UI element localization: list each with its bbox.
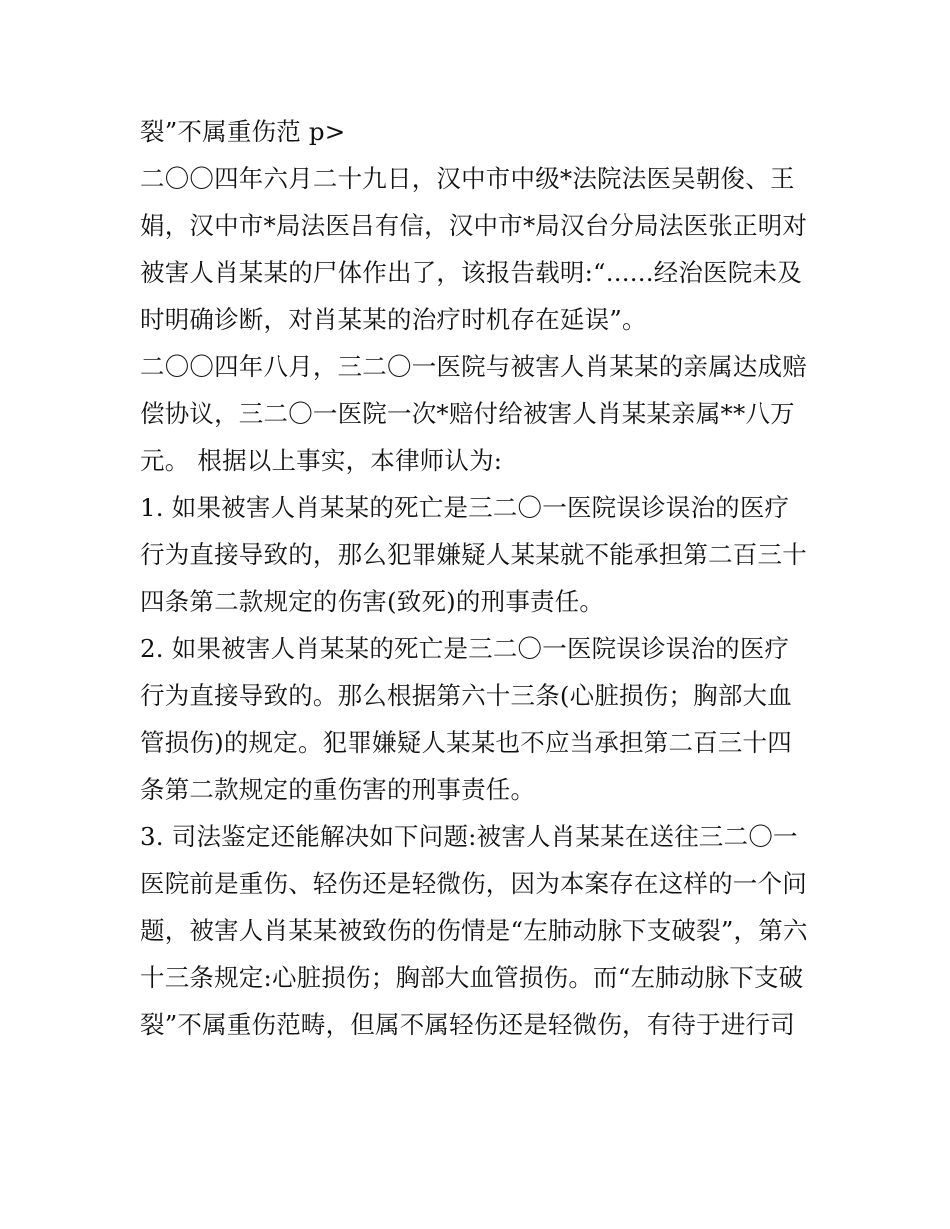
text-line: 裂”不属重伤范 p> [140, 117, 346, 146]
text-line: 四条第二款规定的伤害(致死)的刑事责任。 [140, 587, 605, 616]
text-line: 行为直接导致的。那么根据第六十三条(心脏损伤；胸部大血 [140, 681, 792, 710]
text-line: 偿协议，三二〇一医院一次*赔付给被害人肖某某亲属**八万 [140, 399, 795, 428]
text-line: 1. 如果被害人肖某某的死亡是三二〇一医院误诊误治的医疗 [140, 493, 790, 522]
text-line: 条第二款规定的重伤害的刑事责任。 [140, 775, 536, 804]
text-line: 2. 如果被害人肖某某的死亡是三二〇一医院误诊误治的医疗 [140, 634, 790, 663]
text-line: 被害人肖某某的尸体作出了，该报告载明:“......经治医院未及 [140, 258, 802, 287]
text-line: 二〇〇四年八月，三二〇一医院与被害人肖某某的亲属达成赔 [140, 352, 807, 381]
text-line: 二〇〇四年六月二十九日，汉中市中级*法院法医吴朝俊、王 [140, 164, 795, 193]
text-line: 管损伤)的规定。犯罪嫌疑人某某也不应当承担第二百三十四 [140, 728, 792, 757]
text-line: 3. 司法鉴定还能解决如下问题:被害人肖某某在送往三二〇一 [140, 822, 798, 851]
text-line: 医院前是重伤、轻伤还是轻微伤，因为本案存在这样的一个问 [140, 869, 807, 898]
text-line: 十三条规定:心脏损伤；胸部大血管损伤。而“左肺动脉下支破 [140, 963, 804, 992]
text-line: 裂”不属重伤范畴，但属不属轻伤还是轻微伤，有待于进行司 [140, 1010, 795, 1039]
text-line: 时明确诊断，对肖某某的治疗时机存在延误”。 [140, 305, 647, 334]
text-line: 题，被害人肖某某被致伤的伤情是“左肺动脉下支破裂”，第六 [140, 916, 808, 945]
text-line: 行为直接导致的，那么犯罪嫌疑人某某就不能承担第二百三十 [140, 540, 807, 569]
document-body [140, 108, 820, 1048]
text-line: 元。 根据以上事实，本律师认为: [140, 446, 503, 475]
text-line: 娟，汉中市*局法医吕有信，汉中市*局汉台分局法医张正明对 [140, 211, 808, 240]
